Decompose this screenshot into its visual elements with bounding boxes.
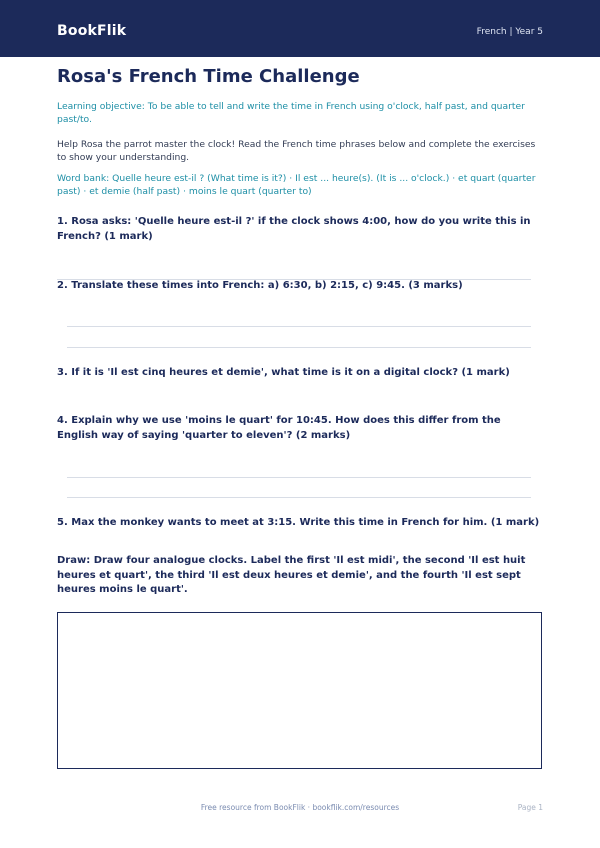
question-5: 5. Max the monkey wants to meet at 3:15. Write this time in French for him. (1 mark) — [57, 517, 540, 528]
question-3: 3. If it is 'Il est cinq heures et demie', what time is it on a digital clock? (1 mark) — [57, 367, 510, 378]
learning-objective: Learning objective: To be able to tell and write the time in French using o'clock, half past, and quarter past/to. — [57, 101, 525, 125]
question-2: 2. Translate these times into French: a) 6:30, b) 2:15, c) 9:45. (3 marks) — [57, 280, 463, 291]
answer-line[interactable] — [67, 326, 531, 327]
answer-line[interactable] — [67, 477, 531, 478]
page-title: Rosa's French Time Challenge — [57, 66, 360, 87]
question-1: 1. Rosa asks: 'Quelle heure est-il ?' if the clock shows 4:00, how do you write this in French? (1 mark) — [57, 216, 531, 242]
word-bank: Word bank: Quelle heure est-il ? (What time is it?) · Il est ... heure(s). (It is ... o'clock.) · et quart (quarter past) · et demie (half past) · moins le quart (quarter to) — [57, 173, 536, 197]
answer-line[interactable] — [67, 497, 531, 498]
drawing-box[interactable] — [57, 612, 542, 769]
question-4: 4. Explain why we use 'moins le quart' for 10:45. How does this differ from the English way of saying 'quarter to eleven'? (2 marks) — [57, 415, 501, 441]
brand-logo: BookFlik — [57, 23, 127, 39]
header-bar — [0, 0, 600, 57]
subject-label: French | Year 5 — [476, 27, 543, 37]
intro-text: Help Rosa the parrot master the clock! Read the French time phrases below and complete the exercises to show your understanding. — [57, 139, 536, 163]
page-number: Page 1 — [517, 803, 543, 812]
draw-task: Draw: Draw four analogue clocks. Label the first 'Il est midi', the second 'Il est huit heures et quart', the third 'Il est deux heures et demie', and the fourth 'Il est sept heures moins le quart'. — [57, 555, 526, 595]
footer-text: Free resource from BookFlik · bookflik.com/resources — [200, 803, 400, 812]
answer-line[interactable] — [67, 347, 531, 348]
